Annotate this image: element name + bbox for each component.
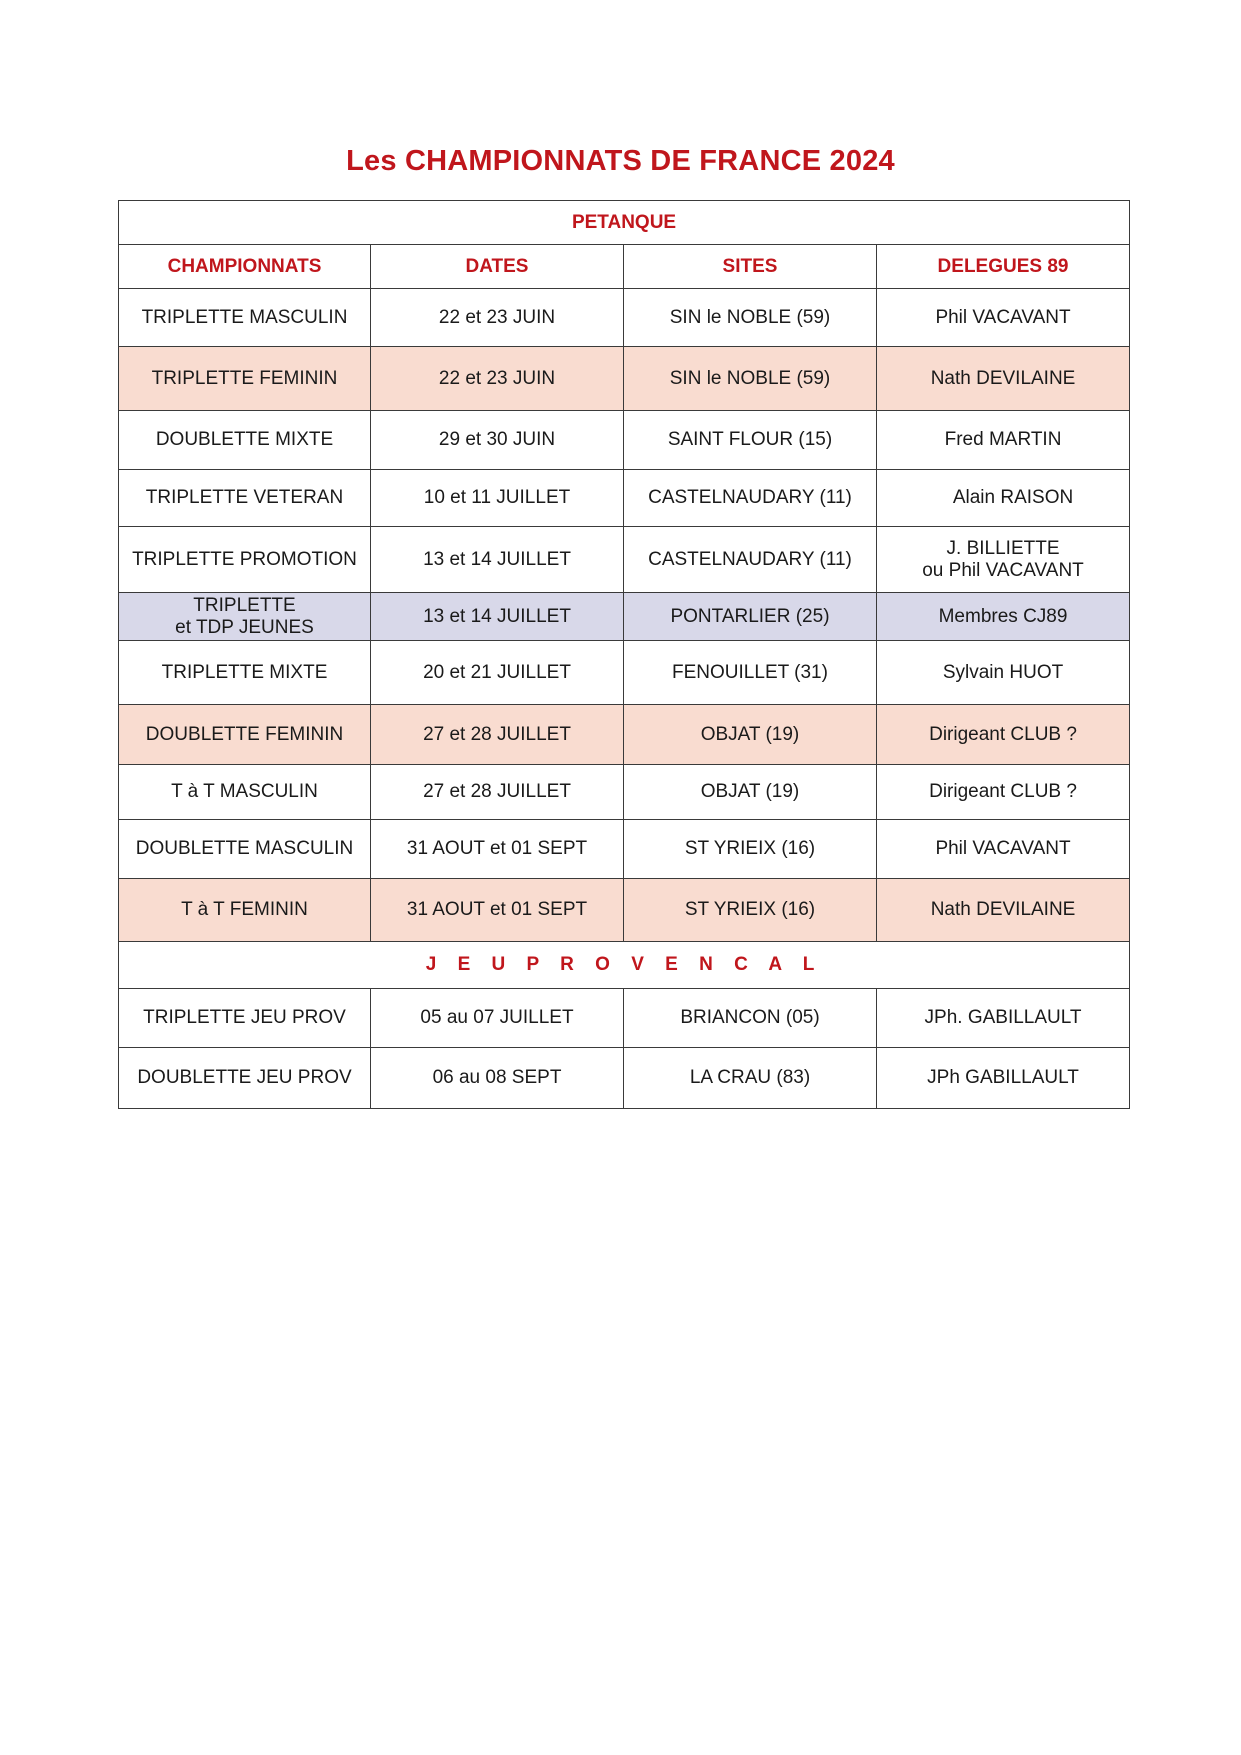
column-header-dates: DATES: [371, 245, 624, 289]
table-row: [119, 765, 1130, 820]
cell-delegue: Sylvain HUOT: [877, 641, 1130, 705]
section-petanque-row: [119, 201, 1130, 245]
table-row: [119, 470, 1130, 527]
cell-site: OBJAT (19): [624, 765, 877, 820]
cell-championnat-line: TRIPLETTE: [193, 594, 296, 616]
table-row: [119, 820, 1130, 879]
cell-delegue: Phil VACAVANT: [877, 820, 1130, 879]
cell-site: LA CRAU (83): [624, 1048, 877, 1109]
cell-delegue: Phil VACAVANT: [877, 289, 1130, 347]
cell-dates: 10 et 11 JUILLET: [371, 470, 624, 527]
cell-site: SIN le NOBLE (59): [624, 289, 877, 347]
cell-delegue: [877, 527, 1130, 593]
cell-dates: 22 et 23 JUIN: [371, 347, 624, 411]
cell-dates: 20 et 21 JUILLET: [371, 641, 624, 705]
cell-championnat: DOUBLETTE MIXTE: [119, 411, 371, 470]
cell-delegue-line: ou Phil VACAVANT: [922, 559, 1084, 581]
cell-site: PONTARLIER (25): [624, 593, 877, 641]
cell-dates: 13 et 14 JUILLET: [371, 593, 624, 641]
cell-site: SIN le NOBLE (59): [624, 347, 877, 411]
section-provencal-row: [119, 942, 1130, 989]
cell-site: OBJAT (19): [624, 705, 877, 765]
cell-dates: 31 AOUT et 01 SEPT: [371, 879, 624, 942]
cell-championnat: TRIPLETTE MASCULIN: [119, 289, 371, 347]
column-header-delegues: DELEGUES 89: [877, 245, 1130, 289]
cell-championnat: TRIPLETTE MIXTE: [119, 641, 371, 705]
cell-dates: 05 au 07 JUILLET: [371, 989, 624, 1048]
cell-dates: 22 et 23 JUIN: [371, 289, 624, 347]
cell-site: FENOUILLET (31): [624, 641, 877, 705]
cell-site: CASTELNAUDARY (11): [624, 470, 877, 527]
cell-dates: 31 AOUT et 01 SEPT: [371, 820, 624, 879]
cell-delegue: Dirigeant CLUB ?: [877, 765, 1130, 820]
table-row: [119, 989, 1130, 1048]
championships-table: [118, 200, 1130, 1109]
cell-site: ST YRIEIX (16): [624, 879, 877, 942]
cell-dates: 29 et 30 JUIN: [371, 411, 624, 470]
cell-dates: 06 au 08 SEPT: [371, 1048, 624, 1109]
table-row: [119, 879, 1130, 942]
cell-site: CASTELNAUDARY (11): [624, 527, 877, 593]
cell-dates: 13 et 14 JUILLET: [371, 527, 624, 593]
cell-delegue: Nath DEVILAINE: [877, 879, 1130, 942]
table-row: [119, 705, 1130, 765]
cell-championnat: DOUBLETTE FEMININ: [119, 705, 371, 765]
cell-delegue: JPh. GABILLAULT: [877, 989, 1130, 1048]
cell-championnat: DOUBLETTE JEU PROV: [119, 1048, 371, 1109]
cell-championnat-line: et TDP JEUNES: [175, 616, 314, 638]
cell-delegue: Dirigeant CLUB ?: [877, 705, 1130, 765]
column-header-sites: SITES: [624, 245, 877, 289]
cell-delegue: Membres CJ89: [877, 593, 1130, 641]
table-row: [119, 641, 1130, 705]
cell-championnat: [119, 593, 371, 641]
cell-delegue: Nath DEVILAINE: [877, 347, 1130, 411]
section-provencal-label: J E U P R O V E N C A L: [119, 942, 1130, 989]
cell-championnat: TRIPLETTE VETERAN: [119, 470, 371, 527]
cell-championnat: T à T FEMININ: [119, 879, 371, 942]
cell-delegue: Alain RAISON: [877, 470, 1130, 527]
table-row: [119, 1048, 1130, 1109]
table-row: [119, 527, 1130, 593]
table-row: [119, 593, 1130, 641]
cell-delegue: JPh GABILLAULT: [877, 1048, 1130, 1109]
cell-dates: 27 et 28 JUILLET: [371, 705, 624, 765]
column-header-championnats: CHAMPIONNATS: [119, 245, 371, 289]
section-petanque-label: PETANQUE: [119, 201, 1130, 245]
table-row: [119, 289, 1130, 347]
table-header-row: [119, 245, 1130, 289]
cell-site: SAINT FLOUR (15): [624, 411, 877, 470]
table-row: [119, 411, 1130, 470]
cell-site: ST YRIEIX (16): [624, 820, 877, 879]
cell-championnat: T à T MASCULIN: [119, 765, 371, 820]
cell-delegue: Fred MARTIN: [877, 411, 1130, 470]
cell-dates: 27 et 28 JUILLET: [371, 765, 624, 820]
cell-championnat: TRIPLETTE FEMININ: [119, 347, 371, 411]
cell-championnat: TRIPLETTE PROMOTION: [119, 527, 371, 593]
table-row: [119, 347, 1130, 411]
cell-championnat: DOUBLETTE MASCULIN: [119, 820, 371, 879]
cell-championnat: TRIPLETTE JEU PROV: [119, 989, 371, 1048]
page-title: Les CHAMPIONNATS DE FRANCE 2024: [346, 145, 895, 177]
cell-delegue-line: J. BILLIETTE: [946, 537, 1060, 559]
cell-site: BRIANCON (05): [624, 989, 877, 1048]
